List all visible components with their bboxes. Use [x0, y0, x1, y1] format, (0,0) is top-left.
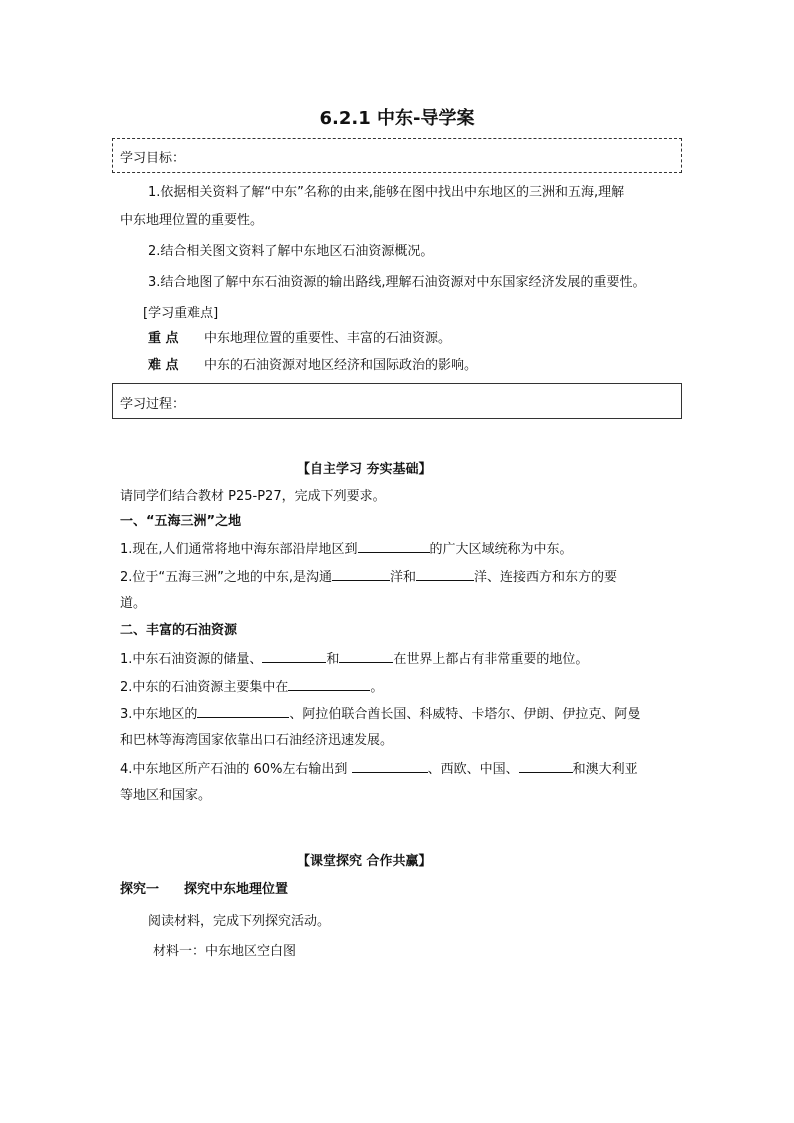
question-3-text-c: 在世界上都占有非常重要的地位。 — [393, 652, 589, 667]
answer-blank[interactable] — [519, 759, 573, 773]
answer-blank[interactable] — [197, 704, 289, 718]
key-points-header: [学习重难点] — [143, 306, 219, 321]
question-6 — [120, 759, 638, 780]
answer-blank[interactable] — [416, 567, 474, 581]
learning-process-box — [112, 383, 682, 419]
explore-label: 探究一 — [120, 882, 160, 897]
question-3-text-b: 和 — [326, 652, 340, 667]
read-instruction: 阅读材料，完成下列探究活动。 — [148, 914, 331, 929]
question-4-text-a: 2.中东的石油资源主要集中在 — [120, 680, 289, 695]
question-1 — [120, 539, 573, 560]
self-study-intro: 请同学们结合教材 P25-P27，完成下列要求。 — [120, 489, 386, 504]
question-4 — [120, 677, 383, 698]
question-5-text-b: 、阿拉伯联合酋长国、科威特、卡塔尔、伊朗、伊拉克、阿曼 — [289, 707, 641, 722]
goal-2: 2.结合相关图文资料了解中东地区石油资源概况。 — [148, 244, 434, 259]
learning-goals-box — [112, 138, 682, 173]
answer-blank[interactable] — [339, 649, 393, 663]
question-3-text-a: 1.中东石油资源的储量、 — [120, 652, 263, 667]
material-one-caption: 材料一：中东地区空白图 — [153, 944, 297, 959]
answer-blank[interactable] — [332, 567, 390, 581]
focus-text: 中东地理位置的重要性、丰富的石油资源。 — [204, 331, 452, 346]
answer-blank[interactable] — [288, 677, 370, 691]
goal-3: 3.结合地图了解中东石油资源的输出路线,理解石油资源对中东国家经济发展的重要性。 — [148, 275, 646, 290]
classroom-heading: 【课堂探究 合作共赢】 — [297, 854, 432, 869]
question-3 — [120, 649, 588, 670]
explore-title: 探究中东地理位置 — [184, 882, 289, 897]
question-6-text-a: 4.中东地区所产石油的 60%左右输出到 — [120, 762, 348, 777]
question-1-text-b: 的广大区域统称为中东。 — [429, 542, 573, 557]
goal-1: 1.依据相关资料了解“中东”名称的由来,能够在图中找出中东地区的三洲和五海,理解 — [148, 185, 625, 200]
question-1-text-a: 1.现在,人们通常将地中海东部沿岸地区到 — [120, 542, 358, 557]
focus-label: 重 点 — [148, 331, 179, 346]
answer-blank[interactable] — [352, 759, 428, 773]
answer-blank[interactable] — [262, 649, 326, 663]
question-2-text-b: 洋和 — [390, 570, 417, 585]
learning-process-label: 学习过程： — [120, 397, 186, 412]
section1-title: 一、“五海三洲”之地 — [120, 514, 242, 529]
self-study-heading: 【自主学习 夯实基础】 — [297, 462, 432, 477]
page-title: 6.2.1 中东-导学案 — [319, 108, 475, 129]
learning-goals-label: 学习目标： — [120, 151, 186, 166]
question-2-text-a: 2.位于“五海三洲”之地的中东,是沟通 — [120, 570, 333, 585]
question-5 — [120, 704, 640, 725]
section2-title: 二、丰富的石油资源 — [120, 623, 238, 638]
question-5-text-a: 3.中东地区的 — [120, 707, 198, 722]
question-5-continued: 和巴林等海湾国家依靠出口石油经济迅速发展。 — [120, 733, 394, 748]
question-2-continued: 道。 — [120, 596, 147, 611]
goal-1-continued: 中东地理位置的重要性。 — [120, 213, 264, 228]
question-2-text-c: 洋、连接西方和东方的要 — [474, 570, 618, 585]
question-6-text-c: 和澳大利亚 — [572, 762, 638, 777]
question-4-text-b: 。 — [370, 680, 384, 695]
difficult-text: 中东的石油资源对地区经济和国际政治的影响。 — [204, 358, 478, 373]
question-6-continued: 等地区和国家。 — [120, 788, 212, 803]
question-6-text-b: 、西欧、中国、 — [427, 762, 519, 777]
answer-blank[interactable] — [358, 539, 430, 553]
question-2 — [120, 567, 617, 588]
difficult-label: 难 点 — [148, 358, 179, 373]
